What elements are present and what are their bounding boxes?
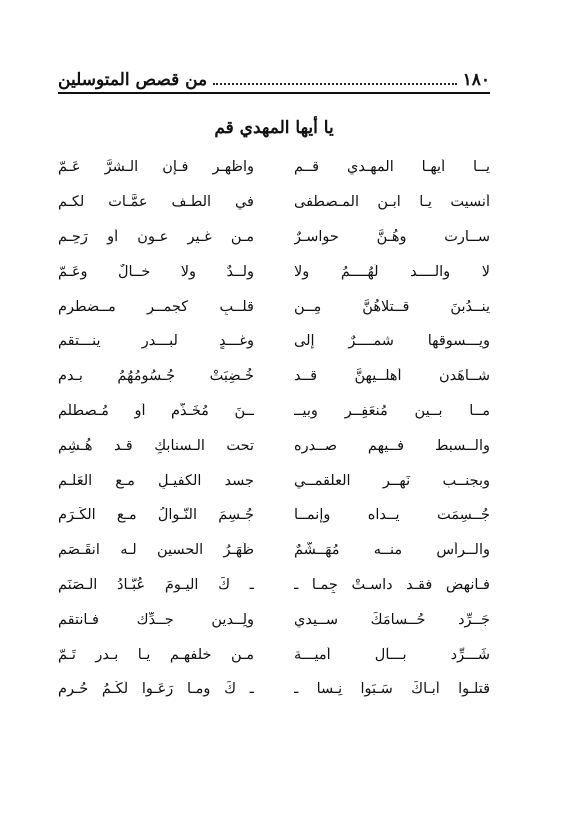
verse-first-hemistich: لا والــــد لَهُــــمُ ولا <box>294 263 490 280</box>
verse-second-hemistich: مـن غـير عـون أو رَحِـم <box>58 228 254 245</box>
verse-first-hemistich: جَــرِّد حُــسامَكَ ســيدي <box>294 611 490 628</box>
verse-first-hemistich: أنسيت يـا ابـن المـصطفى <box>294 194 490 211</box>
header-rule <box>58 92 490 94</box>
verse-second-hemistich: تحت الـسنابكِ قـد هُـشِم <box>58 437 254 454</box>
verse-line <box>58 463 490 498</box>
verse-line <box>58 394 490 429</box>
verse-second-hemistich: جُـسِمَ النَّـوالُ مـع الكَـرَم <box>58 507 254 524</box>
book-title: من قصص المتوسلين <box>58 70 208 90</box>
verse-first-hemistich: والــسبط فــيهم صــدره <box>294 437 490 454</box>
verse-line <box>58 568 490 603</box>
page-number: ١٨٠ <box>462 70 490 90</box>
verse-line <box>58 498 490 533</box>
verse-line <box>58 220 490 255</box>
verse-second-hemistich: جسد الكفيـلِ مـع العَلَـم <box>58 472 254 489</box>
poem-verses <box>58 150 490 707</box>
verse-line <box>58 150 490 185</box>
verse-line <box>58 672 490 707</box>
verse-first-hemistich: وبجنــب نَهــرِ العلقمــي <box>294 472 490 489</box>
verse-second-hemistich: ــنَ مُخَـذَّمٍ أو مُـصطلَم <box>58 402 254 419</box>
verse-line <box>58 289 490 324</box>
running-header <box>58 64 490 90</box>
verse-line <box>58 254 490 289</box>
verse-first-hemistich: ينــدُبنَ قــتلاهُنَّ مِــن <box>294 298 490 315</box>
verse-line <box>58 324 490 359</box>
verse-first-hemistich: شَـــرِّد بـــآل أميـــة <box>294 646 490 663</box>
verse-line <box>58 185 490 220</box>
verse-second-hemistich: ولــدٌ ولا خــالٌ وعَـمّ <box>58 263 254 280</box>
poem-title: يا أيها المهدي قم <box>214 118 334 138</box>
verse-first-hemistich: شــاهَدن أهلــيهِنَّ قــد <box>294 368 490 385</box>
verse-second-hemistich: في الطـف عمَّـات لكـم <box>58 194 254 211</box>
verse-first-hemistich: يــا أيهـا المهـدي قــم <box>294 159 490 176</box>
verse-line <box>58 602 490 637</box>
verse-first-hemistich: قتلـوا أبـاكَ سَـبَوا نِـسا ـ <box>294 681 490 698</box>
verse-second-hemistich: خُـضِبَتْ جُـسُومُهُمُ بـدم <box>58 368 254 385</box>
verse-second-hemistich: مـن خلفهـم يـا بـدر تَـمّ <box>58 646 254 663</box>
verse-first-hemistich: مــا بــين مُنعَفِــرٍ وبيــ <box>294 402 490 419</box>
header-dot-leader <box>213 82 456 85</box>
verse-first-hemistich: جُــسِمَت يــداه وإنمــا <box>294 507 490 524</box>
verse-second-hemistich: وغـــدٍ لبـــدرٍ ينـــتقم <box>58 333 254 350</box>
verse-first-hemistich: ويـــسوقها شمــــرٌ إلى <box>294 333 490 350</box>
verse-first-hemistich: ســارت وهُـنَّ حواسـرٌ <box>294 228 490 245</box>
verse-second-hemistich: ـ كَ اليـومَ عُبَّـادُ الـصَنَم <box>58 576 254 593</box>
verse-second-hemistich: ـ كَ ومـا رَعَـوا لَكُـمُ حُـرم <box>58 681 254 698</box>
verse-line <box>58 359 490 394</box>
verse-second-hemistich: ولِــدينِ جــدِّك فـانتقم <box>58 611 254 628</box>
verse-first-hemistich: والــرأس منــه مُهَــشَّمٌ <box>294 542 490 559</box>
verse-second-hemistich: واظهـر فـإن الـشرَّ عَـمّ <box>58 159 254 176</box>
verse-second-hemistich: ظَهَـرُ الحسينِ لـه انقَـصَم <box>58 542 254 559</box>
verse-line <box>58 533 490 568</box>
verse-first-hemistich: فـانهض فقـد داسـتْ جِمـا ـ <box>294 576 490 593</box>
verse-line <box>58 428 490 463</box>
verse-line <box>58 637 490 672</box>
verse-second-hemistich: قلــبٍ كجمــرٍ مــضطرم <box>58 298 254 315</box>
